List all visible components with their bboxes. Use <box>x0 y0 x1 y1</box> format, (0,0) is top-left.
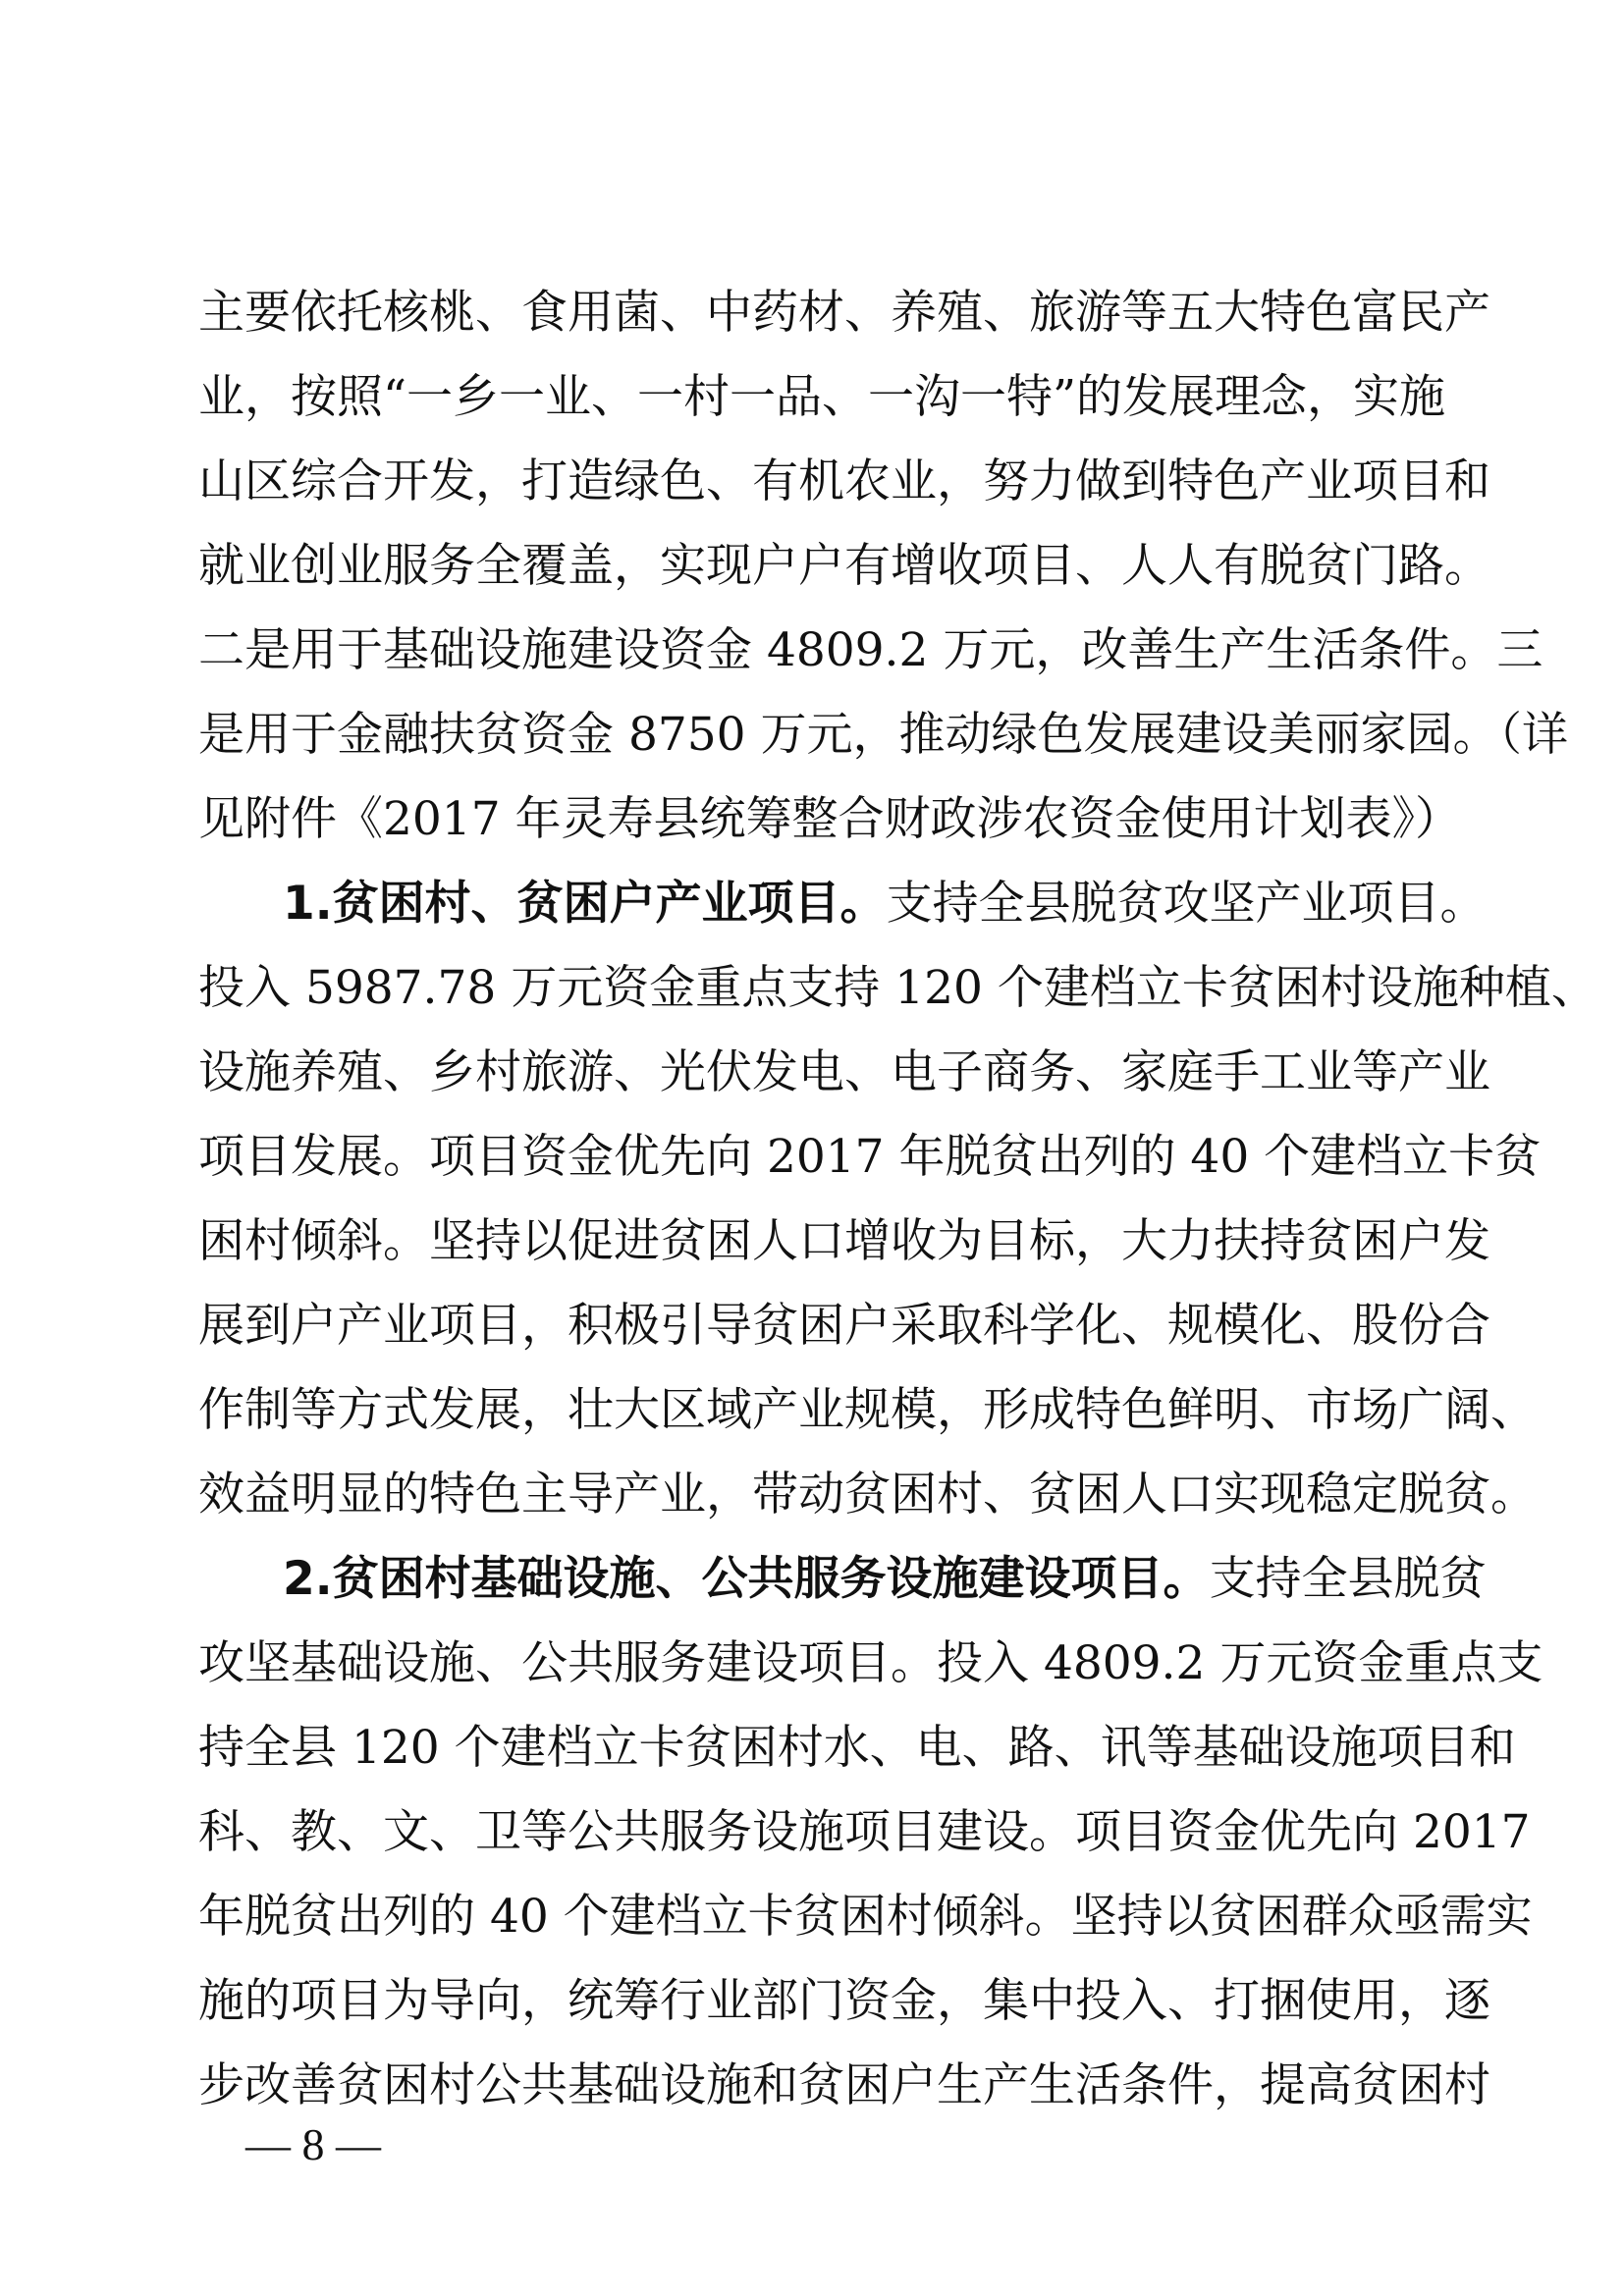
body-text-line: 困村倾斜。坚持以促进贫困人口增收为目标，大力扶持贫困户发 <box>198 1214 1490 1268</box>
body-text-line: 山区综合开发，打造绿色、有机农业，努力做到特色产业项目和 <box>198 454 1490 508</box>
body-text-line: 展到户产业项目，积极引导贫困户采取科学化、规模化、股份合 <box>198 1299 1490 1353</box>
body-text-line: 见附件《2017 年灵寿县统筹整合财政涉农资金使用计划表》） <box>198 792 1462 846</box>
body-text-line: 作制等方式发展，壮大区域产业规模，形成特色鲜明、市场广阔、 <box>198 1383 1537 1437</box>
body-text-line: 施的项目为导向，统筹行业部门资金，集中投入、打捆使用，逐 <box>198 1974 1490 2028</box>
body-text-line: 科、教、文、卫等公共服务设施项目建设。项目资金优先向 2017 <box>198 1805 1531 1859</box>
section-2-heading: 2.贫困村基础设施、公共服务设施建设项目。 <box>283 1552 1210 1606</box>
body-text-line: 年脱贫出列的 40 个建档立卡贫困村倾斜。坚持以贫困群众亟需实 <box>198 1890 1533 1944</box>
body-text-line: 业，按照“一乡一业、一村一品、一沟一特”的发展理念，实施 <box>198 370 1446 424</box>
body-text-line: 设施养殖、乡村旅游、光伏发电、电子商务、家庭手工业等产业 <box>198 1045 1490 1099</box>
body-text-line: 主要依托核桃、食用菌、中药材、养殖、旅游等五大特色富民产 <box>198 286 1490 340</box>
section-2-intro-text: 支持全县脱贫 <box>1209 1552 1487 1606</box>
section-1-heading: 1.贫困村、贫困户产业项目。 <box>283 877 887 931</box>
section-2-first-line <box>283 1537 1487 1622</box>
section-1-first-line <box>283 862 1487 946</box>
body-text-line: 持全县 120 个建档立卡贫困村水、电、路、讯等基础设施项目和 <box>198 1721 1516 1775</box>
page-number: — 8 — <box>245 2119 381 2169</box>
body-text-line: 投入 5987.78 万元资金重点支持 120 个建档立卡贫困村设施种植、 <box>198 961 1597 1015</box>
body-text-line: 效益明显的特色主导产业，带动贫困村、贫困人口实现稳定脱贫。 <box>198 1468 1537 1522</box>
body-text-line: 就业创业服务全覆盖，实现户户有增收项目、人人有脱贫门路。 <box>198 539 1490 593</box>
body-text-line: 步改善贫困村公共基础设施和贫困户生产生活条件，提高贫困村 <box>198 2058 1490 2112</box>
body-text-line: 攻坚基础设施、公共服务建设项目。投入 4809.2 万元资金重点支 <box>198 1636 1543 1690</box>
body-text-line: 项目发展。项目资金优先向 2017 年脱贫出列的 40 个建档立卡贫 <box>198 1130 1542 1184</box>
section-1-intro-text: 支持全县脱贫攻坚产业项目。 <box>886 877 1487 931</box>
body-text-line: 是用于金融扶贫资金 8750 万元，推动绿色发展建设美丽家园。（详 <box>198 708 1568 762</box>
body-text-line: 二是用于基础设施建设资金 4809.2 万元，改善生产生活条件。三 <box>198 623 1543 677</box>
